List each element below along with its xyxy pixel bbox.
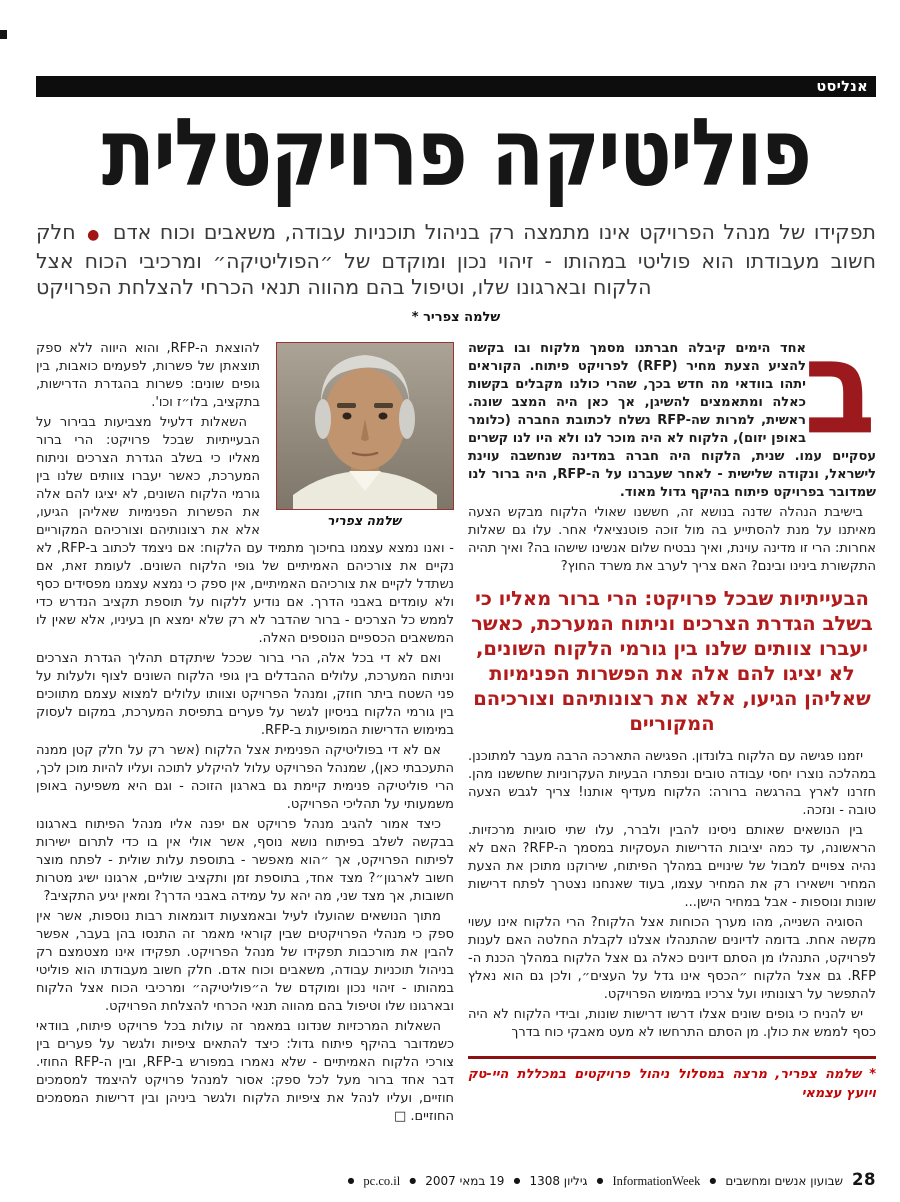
portrait-illustration [277,343,453,509]
intro-text: אחד הימים קיבלה חברתנו מסמך מלקוח ובו בקשה להציע הצעת מחיר (RFP) לפרויקט פיתוח. הקוראים יתהו בוודאי מה חדש בכך, שהרי כולנו מקבלים בקשות כאלה ומתאמצים להשיגן, אך כאן היה המצב שונה. ראשית, למרות שה-RFP נשלח לכתובת החברה (כלומר באופן יזום), הלקוח לא היה מוכר לנו ולא היו לנו קשרים עסקיים עמו. שנית, הלקוח היה חברה במדינה שנחשבה עוינת לישראל, ונקודה שלישית - לאחר שעברנו על ה-RFP, היה ברור לנו שמדובר בפרויקט פיתוח בהיקף גדול מאוד. [468,341,877,500]
paragraph-management-meeting: בישיבת הנהלה שדנה בנושא זה, חששנו שאולי הלקוח מבקש הצעה מאיתנו על מנת להסתייע בה מול זוכה פוטנציאלי אחר. עלו גם שאלות אחרות: הרי זו מדינה עוינת, ואיך נבטיח שלום אנשינו שישהו בה? ואיך תהיה התקשורת בינינו ובינם? האם צריך לערב את משרד החוץ? [468,505,876,574]
footer-date: 19 במאי 2007 [425,1174,505,1188]
intro-paragraph [468,311,877,502]
footer-website: pc.co.il [363,1174,401,1188]
subtitle-part2: חלק חשוב מעבודתו הוא פוליטי במהותו - זיהוי נכון ומוקדם של ״הפוליטיקה״ ומרכיבי הכוח אצל הלקוח ובארגונו שלו, וטיפול בהם מהווה תנאי הכרחי להצלחת הפרויקט [36,220,876,299]
bullet-separator-icon: ● [709,1176,717,1185]
paragraph-internal-politics: אם לא די בפוליטיקה הפנימית אצל הלקוח (אשר רק על חלק קטן ממנה התעכבתי כאן), שמנהל הפרויקט עלול להיקלע לתוכה ועליו להיות מוכן לכך, הרי פוליטיקה פנימית קיימת גם בארגון הזוכה - וגם היא משפיעה באופן משמעותי על תהליכי הפרויקט. [36,743,454,812]
section-bar [36,76,876,97]
paragraph-mediation: ואם לא די בכל אלה, הרי ברור שככל שיתקדם תהליך הגדרת הצרכים וניתוח המערכת, עלולים ההבדלים בין גופי הלקוח השונים לצוף ולעלות על פני השטח ביתר חוזק, ומנהל הפרויקט וצוותו עלולים למצוא עצמם מתווכים בין גורמי הלקוח בניסיון לגשר על פערים בתפיסת המערכת, במקום לעסוק במימוש הדרישות המופיעות ב-RFP. [36,651,454,738]
red-bullet-icon: ● [87,227,102,243]
bullet-separator-icon: ● [596,1176,604,1185]
bullet-separator-icon: ● [513,1176,521,1185]
drop-cap: ב [804,311,876,464]
footnote-rule [468,1056,876,1059]
left-column [36,340,454,1128]
author-photo-figure [274,342,454,528]
article-subtitle [36,219,876,300]
bullet-separator-icon: ● [409,1176,417,1185]
section-label: אנליסט [816,78,868,95]
right-column [468,311,877,1103]
paragraph-conclusion: השאלות המרכזיות שנדונו במאמר זה עולות בכל פרויקט פיתוח, בוודאי כשמדובר בהיקף פיתוח גדול: כיצד להתאים ציפיות ולגשר על פערים בין צורכי הלקוח האמיתיים - שלא נאמרו במפורש ב-RFP, ובין ה-RFP החוזי. דבר אחד ברור מעל לכל ספק: אסור למנהל פרויקט להיצמד למסמכים חוזיים, ועליו לנהל את ציפיות הלקוח ולגשר ביניהן ובין דרישות המסמכים החוזיים. □ [36,1019,454,1124]
footer-brand: InformationWeek [612,1174,701,1188]
author-byline: שלמה צפריר * [411,310,501,325]
author-footnote: * שלמה צפריר, מרצה במסלול ניהול פרויקטים במכללת היי-טק ויועץ עצמאי [468,1067,876,1101]
paragraph-london-meeting: יזמנו פגישה עם הלקוח בלונדון. הפגישה התארכה הרבה מעבר למתוכנן. במהלכה נוצרו יחסי עבודה טובים ונפתרו הבעיות העקרוניות שחששנו מהן. חזרנו לארץ בהרגשה ברורה: הלקוח מעדיף אותנו! צריך לגבש הצעה טובה - ונזכה. [468,749,876,818]
paragraph-friction: השאלות דלעיל מצביעות בבירור על הבעייתיות שבכל פרויקט: הרי ברור מאליו כי בשלב הגדרת הצרכים וניתוח המערכת, כאשר יעברו צוותים שלנו בין גורמי הלקוח השונים, לא יציגו להם אלה את הפשרות הפנימיות שאליהן הגיעו, אלא את רצונותיהם וצורכיהם המקוריים - ואנו נמצא עצמנו בחיכוך מתמיד עם הלקוח: אם ניצמד לכתוב ב-RFP, לא נקיים את צורכיהם האמיתיים של גופי הלקוח השונים. לעומת זאת, אם נשתדל לקיים את צורכיהם האמיתיים, אין ספק כי נמצא עצמנו מפסידים כסף ולא עומדים באבני הדרך. אם נודיע ללקוח על תוספת תקציב הנדרש כדי לממש כל הצרכים - ברור שהדבר לא רק שלא ימצא חן בעיניו, אלא שאין לו המשאבים הכספיים הנוספים האלה. [36,415,455,646]
paragraph-power-struggles: יש להניח כי גופים שונים אצלו דרשו דרישות שונות, ובידי הלקוח לא היה כסף לממש את כולן. מן הסתם התרחשו לא מעט מאבקי כוח בדרך [468,1007,876,1040]
paragraph-dev-manager: כיצד אמור להגיב מנהל פרויקט אם יפנה אליו מנהל הפיתוח בארגונו בבקשה לשלב בפיתוח נושא נוסף, אשר אולי אין בו כדי לתרום ישירות לפיתוח הפרויקט, אך ״הוא מאפשר - בתוספת עלות שולית - לפתח מוצר חשוב לארגון״? מצד אחד, בתוספת זמן ותקציב שוליים, ארגונו ישיג מטרות חשובות, אך מצד שני, מה יהא על עמידה באבני הדרך? ומאין יגיע התקציב? [36,817,454,904]
page-content [0,76,900,1128]
paragraph-second-issue: הסוגיה השנייה, מהו מערך הכוחות אצל הלקוח? הרי הלקוח אינו עשוי מקשה אחת. בדומה לדיונים שהתנהלו אצלנו לקבלת החלטה האם לענות לפרויקט, התנהלו מן הסתם דיונים כאלה גם אצל הלקוח במהלך הכנת ה-RFP. גם אצל הלקוח ״הכסף אינו גדל על העצים״, ולכן גם הוא נאלץ להתפשר על רצונותיו ועל צרכיו במימוש הפרויקט. [468,915,876,1002]
paragraph-role-complexity: מתוך הנושאים שהועלו לעיל ובאמצעות דוגמאות רבות נוספות, אשר אין ספק כי מנהלי הפרויקטים שבין קוראי מאמר זה התנסו בהן בעבר, אפשר להבין את מורכבות תפקידו של מנהל הפרויקט. תפקידו אינו מצטמצם רק בניהול תוכניות עבודה, משאבים וכוח אדם. חלק חשוב מעבודתו הוא פוליטי במהותו - זיהוי נכון ומוקדם של ה״פוליטיקה״ ומרכיבי הכוח אצל הלקוח ובארגונו שלו וטיפול בהם מהווה תנאי הכרחי להצלחת הפרויקט. [36,909,454,1014]
paragraph-two-issues: בין הנושאים שאותם ניסינו להבין ולברר, עלו שתי סוגיות מרכזיות. הראשונה, עד כמה יציבות הדרישות העסקיות במסמך ה-RFP? האם לא נהיה צפויים למבול של שינויים במהלך הפיתוח, שירוקנו מתוכן את הצעת המחיר וישאירו רק את המחיר עצמו, בעוד שאנחנו נצטרך לפתח דרישות שונות ונוספות - אבל במחיר הישן... [468,823,876,910]
article-columns [36,311,877,1128]
photo-caption: שלמה צפריר [326,513,402,528]
page-number: 28 [852,1170,876,1189]
print-crop-mark [0,30,7,39]
subtitle-part1: תפקידו של מנהל הפרויקט אינו מתמצה רק בניהול תוכניות עבודה, משאבים וכוח אדם [112,220,877,244]
bullet-separator-icon: ● [347,1176,355,1185]
paragraph-rfp-compromises: להוצאת ה-RFP, והוא היווה ללא ספק תוצאתן של פשרות, לפעמים כואבות, בין גופים שונים: פשרות בהגדרת הדרישות, בתקציב, בלו״ז וכו'. [36,341,260,410]
article-headline: פוליטיקה פרויקטלית [101,99,811,208]
page-footer [24,1170,876,1189]
pull-quote: הבעייתיות שבכל פרויקט: הרי ברור מאליו כי בשלב הגדרת הצרכים וניתוח המערכת, כאשר יעברו צוותים שלנו בין גורמי הלקוח השונים, לא יציגו להם אלה את הפשרות הפנימיות שאליהן הגיעו, אלא את רצונותיהם וצורכיהם המקוריים [471,587,873,735]
footer-magazine-name: שבועון אנשים ומחשבים [725,1174,844,1188]
author-photo [276,342,454,510]
footer-issue: גיליון 1308 [529,1174,588,1188]
